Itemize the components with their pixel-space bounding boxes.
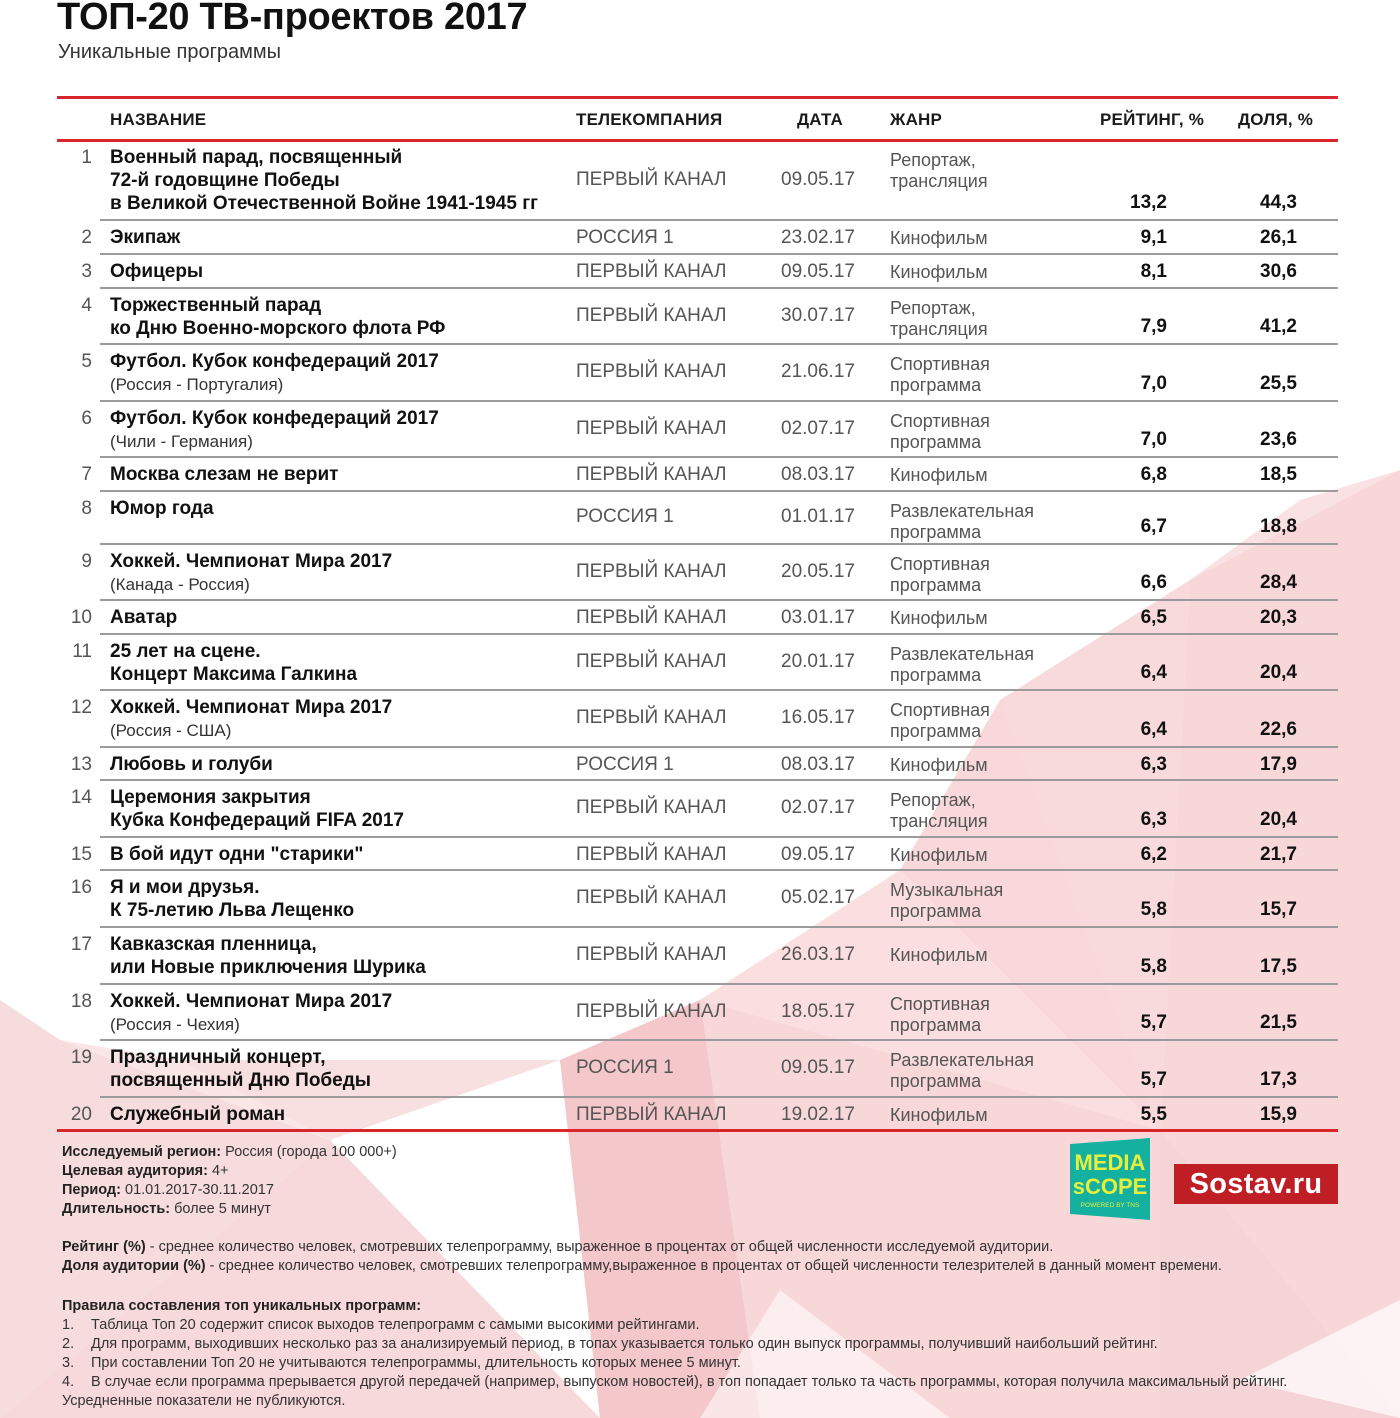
column-header-rating: РЕЙТИНГ, % <box>1100 110 1205 129</box>
genre <box>890 845 988 866</box>
rule-number: 2. <box>62 1336 75 1352</box>
rank-number: 5 <box>81 351 92 372</box>
genre-line: Спортивная <box>890 994 990 1014</box>
rule-number: 1. <box>62 1317 75 1333</box>
share-value: 26,1 <box>1260 227 1297 248</box>
program-name <box>110 640 357 686</box>
share-value: 17,3 <box>1260 1069 1297 1090</box>
rank-number: 10 <box>70 607 92 628</box>
program-title-line: Концерт Максима Галкина <box>110 664 358 685</box>
genre-line: Кинофильм <box>890 608 988 628</box>
genre-line: трансляция <box>890 811 988 831</box>
program-name <box>110 990 392 1036</box>
genre <box>890 755 988 776</box>
rating-value: 6,5 <box>1140 607 1167 628</box>
parameter-label: Исследуемый регион: <box>62 1144 222 1160</box>
program-title-line: Футбол. Кубок конфедераций 2017 <box>110 408 439 429</box>
program-subtitle: (Россия - Португалия) <box>110 375 284 394</box>
rules-title: Правила составления топ уникальных программ: <box>62 1298 422 1314</box>
rank-number: 14 <box>70 787 92 808</box>
air-date: 30.07.17 <box>781 305 855 326</box>
channel-name: ПЕРВЫЙ КАНАЛ <box>576 361 727 382</box>
rating-value: 5,5 <box>1140 1104 1167 1125</box>
program-title-line: Военный парад, посвященный <box>110 147 403 168</box>
rating-value: 7,0 <box>1140 373 1167 394</box>
program-name <box>110 550 392 596</box>
channel-name: ПЕРВЫЙ КАНАЛ <box>576 418 727 439</box>
rule-item <box>62 1316 1342 1335</box>
page-subtitle: Уникальные программы <box>58 41 282 63</box>
rank-number: 3 <box>81 261 92 282</box>
table-row <box>0 691 1400 747</box>
table-row <box>0 221 1400 254</box>
rating-value: 6,6 <box>1140 572 1167 593</box>
parameter-value: 01.01.2017-30.11.2017 <box>125 1182 274 1198</box>
genre-line: Музыкальная <box>890 880 1004 900</box>
share-value: 21,5 <box>1260 1012 1297 1033</box>
rank-number: 13 <box>70 754 92 775</box>
program-title-line: Хоккей. Чемпионат Мира 2017 <box>110 991 393 1012</box>
rank-number: 20 <box>70 1104 92 1125</box>
program-title-line: Я и мои друзья. <box>110 877 260 898</box>
channel-name: ПЕРВЫЙ КАНАЛ <box>576 1104 727 1125</box>
share-value: 25,5 <box>1260 373 1297 394</box>
share-value: 22,6 <box>1260 719 1297 740</box>
rule-item <box>62 1373 1342 1411</box>
air-date: 20.05.17 <box>781 561 855 582</box>
genre <box>890 1105 988 1126</box>
definition-term: Доля аудитории (%) <box>62 1258 206 1274</box>
program-title-line: Аватар <box>110 607 178 628</box>
channel-name: ПЕРВЫЙ КАНАЛ <box>576 561 727 582</box>
table-row <box>0 1098 1400 1130</box>
genre-line: Спортивная <box>890 354 990 374</box>
rule-number: 3. <box>62 1355 75 1371</box>
table-row <box>0 289 1400 344</box>
air-date: 01.01.17 <box>781 506 855 527</box>
share-value: 15,9 <box>1260 1104 1297 1125</box>
share-value: 23,6 <box>1260 429 1297 450</box>
rank-number: 18 <box>70 991 92 1012</box>
program-name <box>110 753 273 776</box>
table-row <box>0 871 1400 927</box>
rating-value: 7,9 <box>1140 316 1167 337</box>
rule-text: В случае если программа прерывается другой передачей (например, выпуском новостей), в топ попадает только та часть программы, которая получила максимальный рейтинг. Усредненные показатели не публикуются. <box>62 1374 1288 1409</box>
program-name <box>110 407 439 453</box>
share-value: 30,6 <box>1260 261 1297 282</box>
rank-number: 17 <box>70 934 92 955</box>
program-title-line: Кавказская пленница, <box>110 934 317 955</box>
parameter-label: Целевая аудитория: <box>62 1163 208 1179</box>
channel-name: РОССИЯ 1 <box>576 754 674 775</box>
genre <box>890 465 988 486</box>
program-title-line: или Новые приключения Шурика <box>110 957 426 978</box>
channel-name: ПЕРВЫЙ КАНАЛ <box>576 707 727 728</box>
genre <box>890 150 988 192</box>
rank-number: 19 <box>70 1047 92 1068</box>
program-title-line: 72-й годовщине Победы <box>110 170 340 191</box>
table-bottom-rule <box>57 1129 1338 1132</box>
rating-value: 6,3 <box>1140 809 1167 830</box>
genre <box>890 790 988 832</box>
program-name <box>110 260 203 283</box>
air-date: 09.05.17 <box>781 844 855 865</box>
table-row <box>0 985 1400 1040</box>
air-date: 09.05.17 <box>781 1057 855 1078</box>
table-row <box>0 1041 1400 1097</box>
table-row <box>0 748 1400 780</box>
genre-line: Кинофильм <box>890 845 988 865</box>
program-title-line: Служебный роман <box>110 1104 286 1125</box>
program-subtitle: (Россия - Чехия) <box>110 1015 240 1034</box>
genre-line: Репортаж, <box>890 298 976 318</box>
rule-text: Таблица Топ 20 содержит список выходов телепрограмм с самыми высокими рейтингами. <box>91 1317 700 1333</box>
genre <box>890 608 988 629</box>
air-date: 16.05.17 <box>781 707 855 728</box>
air-date: 09.05.17 <box>781 169 855 190</box>
definition <box>62 1257 1222 1276</box>
share-value: 17,5 <box>1260 956 1297 977</box>
genre-line: программа <box>890 721 982 741</box>
program-subtitle: (Чили - Германия) <box>110 432 253 451</box>
rating-value: 6,7 <box>1140 516 1167 537</box>
genre-line: Репортаж, <box>890 150 976 170</box>
genre <box>890 945 988 966</box>
rating-value: 7,0 <box>1140 429 1167 450</box>
program-subtitle: (Канада - Россия) <box>110 575 250 594</box>
genre <box>890 501 1034 543</box>
program-title-line: Торжественный парад <box>110 295 322 316</box>
air-date: 05.02.17 <box>781 887 855 908</box>
program-title-line: К 75-летию Льва Лещенко <box>110 900 355 921</box>
channel-name: ПЕРВЫЙ КАНАЛ <box>576 305 727 326</box>
genre <box>890 1050 1034 1092</box>
table-row <box>0 255 1400 288</box>
rating-value: 5,7 <box>1140 1012 1167 1033</box>
genre-line: Развлекательная <box>890 1050 1035 1070</box>
genre-line: программа <box>890 375 982 395</box>
share-value: 18,5 <box>1260 464 1297 485</box>
rating-value: 9,1 <box>1140 227 1167 248</box>
genre <box>890 644 1034 686</box>
mediascope-logo <box>1070 1138 1150 1220</box>
channel-name: ПЕРВЫЙ КАНАЛ <box>576 887 727 908</box>
program-name <box>110 876 354 922</box>
table-row <box>0 601 1400 634</box>
genre <box>890 354 990 396</box>
program-title-line: Москва слезам не верит <box>110 464 339 485</box>
genre-line: трансляция <box>890 171 988 191</box>
rule-text: Для программ, выходивших несколько раз за анализируемый период, в топах указывается только один выпуск программы, получивший наибольший рейтинг. <box>91 1336 1158 1352</box>
genre-line: Спортивная <box>890 554 990 574</box>
mediascope-logo-tagline: POWERED BY TNS <box>1080 1202 1140 1209</box>
rank-number: 6 <box>81 408 92 429</box>
rank-number: 12 <box>70 697 92 718</box>
program-title-line: Церемония закрытия <box>110 787 311 808</box>
share-value: 20,4 <box>1260 809 1297 830</box>
rank-number: 4 <box>81 295 92 316</box>
program-title-line: ко Дню Военно-морского флота РФ <box>110 318 446 339</box>
air-date: 26.03.17 <box>781 944 855 965</box>
rules-list <box>62 1316 1342 1411</box>
rules-section <box>62 1297 1342 1411</box>
rating-value: 5,7 <box>1140 1069 1167 1090</box>
channel-name: РОССИЯ 1 <box>576 227 674 248</box>
share-value: 15,7 <box>1260 899 1297 920</box>
share-value: 21,7 <box>1260 844 1297 865</box>
column-header-genre: ЖАНР <box>890 110 943 129</box>
program-title-line: Офицеры <box>110 261 204 282</box>
table-row <box>0 545 1400 600</box>
genre <box>890 411 990 453</box>
table-row <box>0 458 1400 491</box>
air-date: 08.03.17 <box>781 754 855 775</box>
table-row <box>0 928 1400 984</box>
study-parameter <box>62 1162 228 1181</box>
parameter-value: более 5 минут <box>174 1201 271 1217</box>
program-name <box>110 146 538 215</box>
share-value: 20,3 <box>1260 607 1297 628</box>
air-date: 20.01.17 <box>781 651 855 672</box>
share-value: 18,8 <box>1260 516 1297 537</box>
program-name <box>110 696 392 742</box>
air-date: 03.01.17 <box>781 607 855 628</box>
genre-line: Кинофильм <box>890 945 988 965</box>
air-date: 02.07.17 <box>781 797 855 818</box>
air-date: 18.05.17 <box>781 1001 855 1022</box>
rating-value: 8,1 <box>1140 261 1167 282</box>
genre <box>890 262 988 283</box>
channel-name: ПЕРВЫЙ КАНАЛ <box>576 944 727 965</box>
rule-text: При составлении Топ 20 не учитываются телепрограммы, длительность которых менее 5 минут. <box>91 1355 741 1371</box>
genre-line: Репортаж, <box>890 790 976 810</box>
table-row <box>0 345 1400 401</box>
program-title-line: Хоккей. Чемпионат Мира 2017 <box>110 551 393 572</box>
air-date: 23.02.17 <box>781 227 855 248</box>
genre-line: программа <box>890 522 982 542</box>
mediascope-logo-line1: MEDIA <box>1074 1150 1146 1175</box>
genre <box>890 700 990 742</box>
genre-line: трансляция <box>890 319 988 339</box>
share-value: 41,2 <box>1260 316 1297 337</box>
channel-name: ПЕРВЫЙ КАНАЛ <box>576 607 727 628</box>
genre <box>890 880 1003 922</box>
genre-line: программа <box>890 575 982 595</box>
share-value: 44,3 <box>1260 192 1297 213</box>
genre-line: программа <box>890 1071 982 1091</box>
program-name <box>110 463 339 486</box>
definition-text: - среднее количество человек, смотревших телепрограмму, выраженное в процентах от общей численности исследуемой аудитории. <box>145 1239 1054 1255</box>
program-name <box>110 294 445 340</box>
column-header-share: ДОЛЯ, % <box>1238 110 1314 129</box>
program-title-line: Любовь и голуби <box>110 754 273 775</box>
mediascope-logo-line2: sCOPE <box>1072 1174 1148 1199</box>
table-row <box>0 781 1400 837</box>
program-title-line: в Великой Отечественной Войне 1941-1945 гг <box>110 193 539 214</box>
program-name <box>110 786 404 832</box>
genre-line: Кинофильм <box>890 262 988 282</box>
genre-line: Развлекательная <box>890 501 1035 521</box>
table-row <box>0 141 1400 220</box>
genre-line: программа <box>890 1015 982 1035</box>
program-name <box>110 497 214 520</box>
program-title-line: В бой идут одни "старики" <box>110 844 364 865</box>
rating-value: 6,3 <box>1140 754 1167 775</box>
program-subtitle: (Россия - США) <box>110 721 232 740</box>
genre <box>890 298 988 340</box>
page-title: ТОП-20 ТВ-проектов 2017 <box>57 0 528 38</box>
genre-line: программа <box>890 432 982 452</box>
genre-line: Спортивная <box>890 411 990 431</box>
table-top-rule <box>57 96 1338 99</box>
genre-line: Кинофильм <box>890 1105 988 1125</box>
rating-value: 6,4 <box>1140 719 1167 740</box>
channel-name: ПЕРВЫЙ КАНАЛ <box>576 169 727 190</box>
rank-number: 9 <box>81 551 92 572</box>
rating-value: 5,8 <box>1140 956 1167 977</box>
rank-number: 2 <box>81 227 92 248</box>
table-row <box>0 635 1400 690</box>
table-row <box>0 492 1400 544</box>
program-name <box>110 1046 371 1092</box>
channel-name: ПЕРВЫЙ КАНАЛ <box>576 797 727 818</box>
genre <box>890 554 990 596</box>
parameter-label: Период: <box>62 1182 121 1198</box>
genre-line: Кинофильм <box>890 228 988 248</box>
share-value: 20,4 <box>1260 662 1297 683</box>
genre-line: программа <box>890 901 982 921</box>
genre-line: Кинофильм <box>890 465 988 485</box>
rule-number: 4. <box>62 1374 75 1390</box>
genre <box>890 994 990 1036</box>
parameter-value: Россия (города 100 000+) <box>225 1144 397 1160</box>
channel-name: РОССИЯ 1 <box>576 506 674 527</box>
rating-value: 6,2 <box>1140 844 1167 865</box>
rule-item <box>62 1354 1342 1373</box>
rank-number: 7 <box>81 464 92 485</box>
program-title-line: Экипаж <box>110 227 181 248</box>
rating-value: 6,8 <box>1140 464 1167 485</box>
channel-name: ПЕРВЫЙ КАНАЛ <box>576 844 727 865</box>
study-parameter <box>62 1181 274 1200</box>
program-title-line: Юмор года <box>110 498 214 519</box>
share-value: 17,9 <box>1260 754 1297 775</box>
parameter-label: Длительность: <box>62 1201 171 1217</box>
air-date: 08.03.17 <box>781 464 855 485</box>
parameter-value: 4+ <box>211 1163 229 1179</box>
program-title-line: посвященный Дню Победы <box>110 1070 372 1091</box>
table-row <box>0 838 1400 870</box>
program-title-line: Хоккей. Чемпионат Мира 2017 <box>110 697 393 718</box>
definition-term: Рейтинг (%) <box>62 1239 146 1255</box>
air-date: 02.07.17 <box>781 418 855 439</box>
program-title-line: Кубка Конфедераций FIFA 2017 <box>110 810 404 831</box>
study-parameter <box>62 1200 271 1219</box>
program-title-line: Праздничный концерт, <box>110 1047 326 1068</box>
sostav-logo: Sostav.ru <box>1174 1164 1338 1204</box>
rank-number: 8 <box>81 498 92 519</box>
channel-name: ПЕРВЫЙ КАНАЛ <box>576 261 727 282</box>
genre-line: программа <box>890 665 982 685</box>
column-header-channel: ТЕЛЕКОМПАНИЯ <box>576 110 723 129</box>
channel-name: ПЕРВЫЙ КАНАЛ <box>576 464 727 485</box>
rank-number: 1 <box>81 147 92 168</box>
rating-value: 5,8 <box>1140 899 1167 920</box>
definition <box>62 1238 1053 1257</box>
air-date: 09.05.17 <box>781 261 855 282</box>
rank-number: 16 <box>70 877 92 898</box>
channel-name: ПЕРВЫЙ КАНАЛ <box>576 651 727 672</box>
study-parameter <box>62 1143 397 1162</box>
program-name <box>110 1103 285 1126</box>
genre-line: Кинофильм <box>890 755 988 775</box>
program-title-line: 25 лет на сцене. <box>110 641 261 662</box>
definition-text: - среднее количество человек, смотревших телепрограмму,выраженное в процентах от общей численности телезрителей в данный момент времени. <box>205 1258 1222 1274</box>
rating-value: 6,4 <box>1140 662 1167 683</box>
genre-line: Спортивная <box>890 700 990 720</box>
program-title-line: Футбол. Кубок конфедераций 2017 <box>110 351 439 372</box>
program-name <box>110 226 180 249</box>
program-name <box>110 350 439 396</box>
table-row <box>0 402 1400 457</box>
genre-line: Развлекательная <box>890 644 1035 664</box>
rank-number: 15 <box>70 844 92 865</box>
rule-item <box>62 1335 1342 1354</box>
share-value: 28,4 <box>1260 572 1297 593</box>
genre <box>890 228 988 249</box>
air-date: 19.02.17 <box>781 1104 855 1125</box>
rating-value: 13,2 <box>1130 192 1167 213</box>
program-name <box>110 933 426 979</box>
channel-name: РОССИЯ 1 <box>576 1057 674 1078</box>
column-header-date: ДАТА <box>797 110 843 129</box>
air-date: 21.06.17 <box>781 361 855 382</box>
program-name <box>110 843 363 866</box>
program-name <box>110 606 177 629</box>
rank-number: 11 <box>72 641 92 662</box>
channel-name: ПЕРВЫЙ КАНАЛ <box>576 1001 727 1022</box>
column-header-name: НАЗВАНИЕ <box>110 110 207 129</box>
